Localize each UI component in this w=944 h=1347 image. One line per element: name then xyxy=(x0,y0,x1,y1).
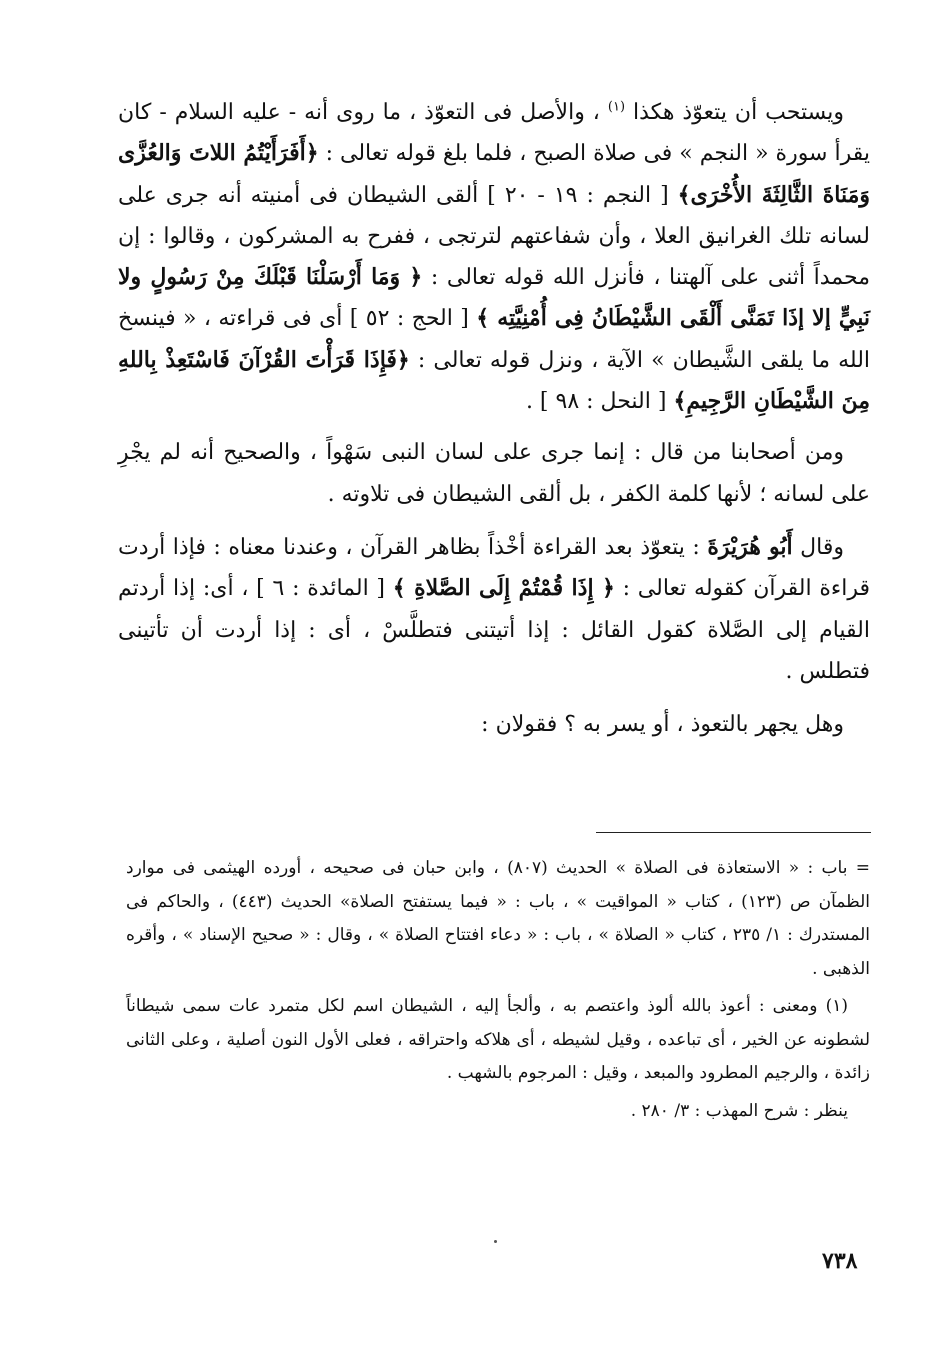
text-run: [ الحج : ٥٢ ] أى فى قراءته ، « فينسخ الله ما يلقى الشَّيطان » الآية ، ونزل قوله تعالى : xyxy=(118,306,871,373)
text-run: [ المائدة : ٦ ] ، أى: إذا أردتم القيام إلى الصَّلاة كقول القائل : إذا أتيتنى فتطلَّسْ ، أى : إذا أردت أن تأتينى فتطلس . xyxy=(118,576,870,684)
text-run: [ النجم : ١٩ - ٢٠ ] ألقى الشيطان فى أمنيته أنه جرى على لسانه تلك الغرانيق العلا ، وأن شفاعتهم لترتجى ، ففرح به المشركون ، وقالوا : إن محمداً أثنى على آلهتنا ، فأنزل الله قوله تعالى : xyxy=(118,182,871,291)
main-text xyxy=(118,92,870,757)
scan-speck xyxy=(494,1240,497,1243)
quran-verse: ﴿فَإِذَا قَرَأْتَ القُرْآنَ فَاسْتَعِذْ بِاللهِ مِنَ الشَّيْطَانِ الرَّجِيمِ﴾ xyxy=(118,346,870,415)
footnote-reference: (١) xyxy=(607,99,626,115)
text-run: ، والأصل فى التعوّذ ، ما روى أنه - عليه السلام - كان يقرأ سورة « النجم » فى صلاة الصبح ، فلما بلغ قوله تعالى : xyxy=(118,100,871,167)
quran-verse: ﴿ وَمَا أَرْسَلْنَا قَبْلَكَ مِنْ رَسُولٍ ولا نَبِيٍّ إلا إذَا تَمَنَّى أَلْقَى الشَّيْطَانُ فِى أُمْنِيَّتِه ﴾ xyxy=(118,264,871,332)
text-run: وقال xyxy=(792,534,845,560)
paragraph-abu-hurayra xyxy=(118,527,870,692)
paragraph-isti-adha xyxy=(118,92,870,422)
footnotes xyxy=(126,852,870,1132)
page-number: ٧٣٨ xyxy=(822,1248,858,1274)
quran-verse: ﴿أَفَرَأَيْتُمُ اللاتَ وَالعُزَّى وَمَنَاةَ الثَّالِثَةَ الأُخْرَى﴾ xyxy=(118,140,870,208)
text-run: : يتعوّذ بعد القراءة أخْذاً بظاهر القرآن ، وعندنا معناه : فإذا أردت قراءة القرآن كقوله تعالى : xyxy=(118,534,870,602)
text-run: [ النحل : ٩٨ ] . xyxy=(525,389,674,415)
footnote-separator xyxy=(596,832,871,833)
narrator-name: أَبُو هُرَيْرَةَ xyxy=(707,533,793,560)
paragraph-opinion: ومن أصحابنا من قال : إنما جرى على لسان النبى سَهْواً ، والصحيح أنه لم يجْرِ على لسانه ؛ لأنها كلمة الكفر ، بل ألقى الشيطان فى تلاوته . xyxy=(118,440,870,507)
footnote-reference-line: ينظر : شرح المهذب : ٣/ ٢٨٠ . xyxy=(630,1100,848,1121)
footnote-continued: = باب : « الاستعاذة فى الصلاة » الحديث (٨٠٧) ، وابن حبان فى صحيحه ، أورده الهيثمى فى موارد الظمآن ص (١٢٣) ، كتاب « المواقيت » ، باب : « فيما يستفتح الصلاة» الحديث (٤٤٣) ، والحاكم فى المستدرك : ١/ ٢٣٥ ، كتاب « الصلاة » ، باب : « دعاء افتتاح الصلاة » ، وقال : « صحيح الإسناد » ، وأقره الذهبى . xyxy=(126,858,870,979)
text-run: ويستحب أن يتعوّذ هكذا xyxy=(625,100,844,125)
quran-verse: ﴿ إِذَا قُمْتُمْ إِلَى الصَّلاةِ ﴾ xyxy=(392,575,615,602)
paragraph-question: وهل يجهر بالتعوذ ، أو يسر به ؟ فقولان : xyxy=(481,712,844,738)
footnote-1: (١) ومعنى : أعوذ بالله ألوذ واعتصم به ، وألجأ إليه ، الشيطان اسم لكل متمرد عات سمى شيطاناً لشطونه عن الخير ، أى تباعده ، وقيل لشيطه ، أى هلاكه واحتراقه ، فعلى الأول النون أصلية ، وعلى الثانى زائدة ، والرجيم المطرود والمبعد ، وقيل : المرجوم بالشهب . xyxy=(126,996,870,1083)
